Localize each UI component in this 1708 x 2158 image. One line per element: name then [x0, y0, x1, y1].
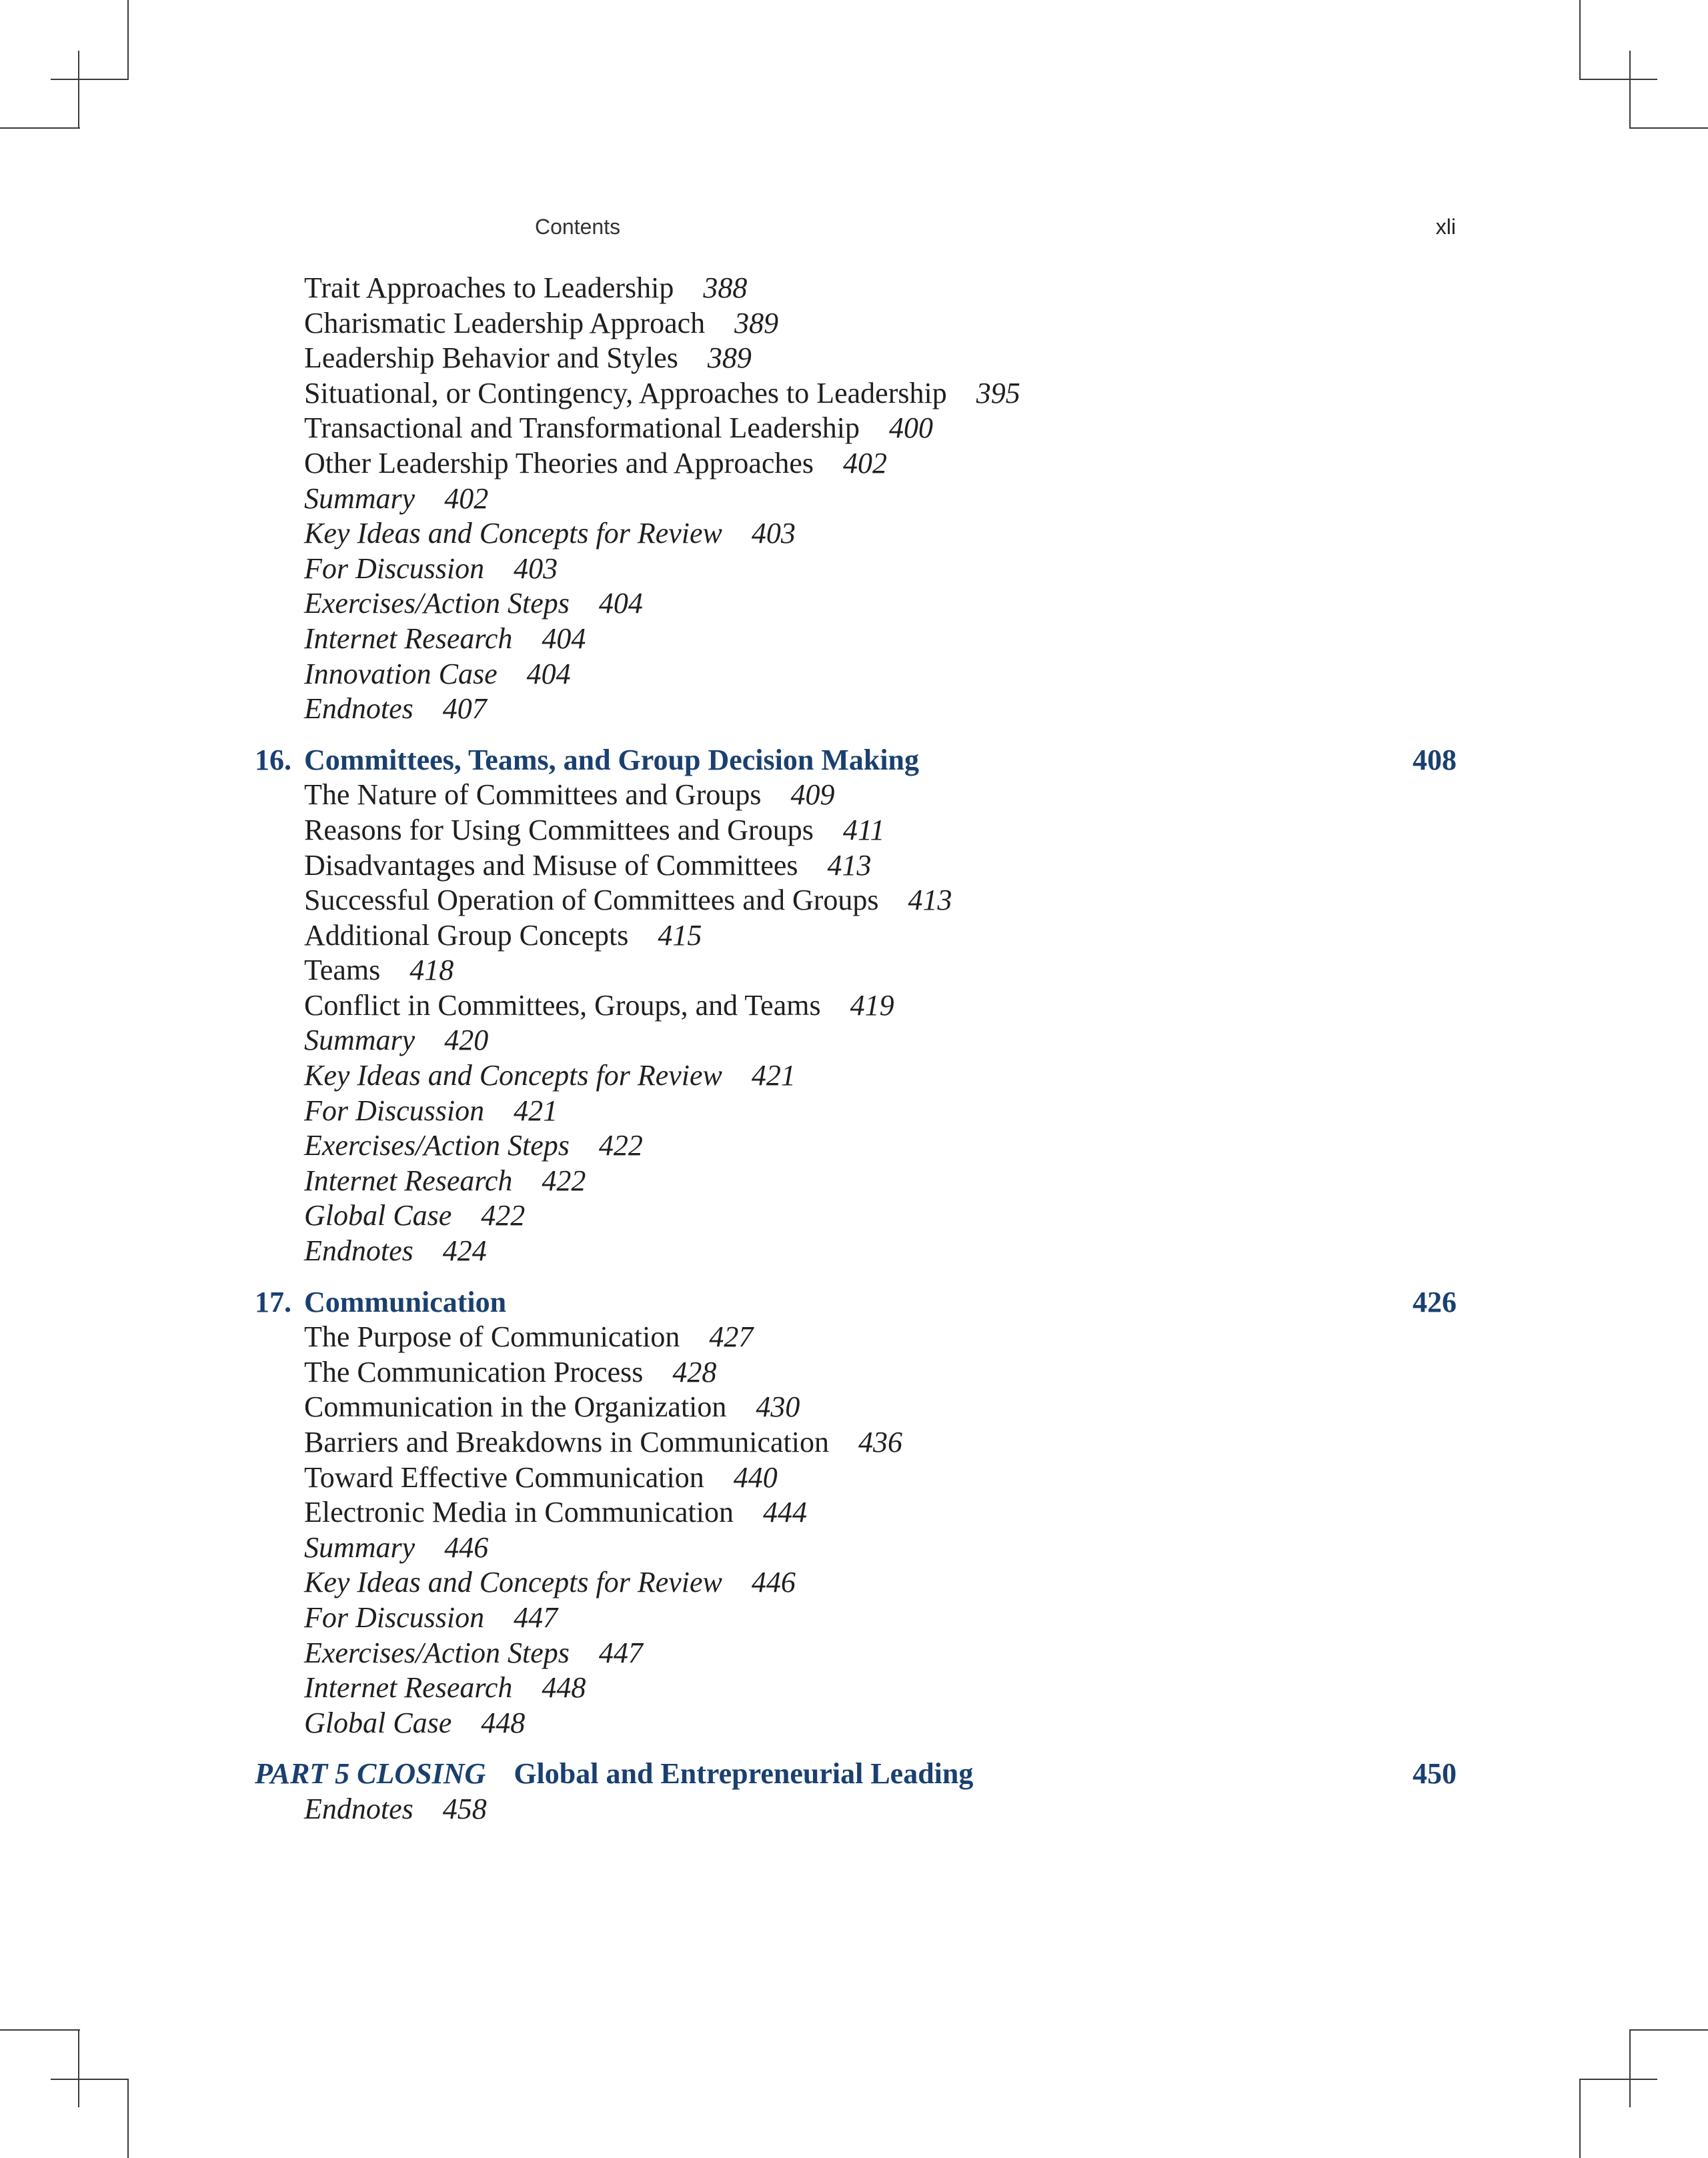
crop-mark [1579, 2079, 1581, 2158]
chapter-title: Committees, Teams, and Group Decision Making [304, 743, 920, 776]
toc-entry-page: 388 [703, 271, 748, 304]
part-entry-list [255, 1792, 1457, 1827]
toc-entry[interactable] [255, 1234, 1457, 1269]
toc-entry-title: Reasons for Using Committees and Groups [304, 813, 814, 846]
toc-entry-page: 448 [481, 1706, 526, 1739]
toc-entry-title: For Discussion [304, 552, 485, 585]
toc-entry[interactable] [255, 1671, 1457, 1706]
toc-entry[interactable] [255, 657, 1457, 692]
toc-entry-title: Disadvantages and Misuse of Committees [304, 848, 798, 882]
part-closing-title: Global and Entrepreneurial Leading [514, 1757, 974, 1791]
toc-entry-page: 424 [442, 1234, 487, 1268]
toc-entry-title: Communication in the Organization [304, 1390, 727, 1424]
toc-entry[interactable] [255, 271, 1457, 306]
toc-entry[interactable] [255, 1636, 1457, 1671]
toc-entry[interactable] [255, 411, 1457, 446]
toc-entry-page: 436 [858, 1426, 902, 1458]
toc-entry-title: For Discussion [304, 1094, 485, 1127]
crop-mark [127, 2079, 129, 2158]
toc-entry[interactable] [255, 481, 1457, 517]
toc-entry-title: Charismatic Leadership Approach [304, 306, 706, 339]
crop-mark [0, 127, 80, 129]
toc-entry-title: Conflict in Committees, Groups, and Teams [304, 988, 821, 1022]
toc-entry-page: 447 [514, 1600, 558, 1634]
toc-entry[interactable] [255, 1530, 1457, 1566]
toc-entry-page: 421 [514, 1094, 558, 1127]
toc-entry-title: Leadership Behavior and Styles [304, 341, 678, 375]
toc-entry-page: 403 [514, 552, 558, 585]
part-closing-label: PART 5 CLOSING [255, 1757, 486, 1791]
crop-mark [1629, 127, 1708, 129]
toc-entry-title: Endnotes [304, 692, 413, 726]
toc-entry-page: 403 [751, 517, 796, 550]
running-head: Contents [535, 215, 621, 239]
toc-entry-page: 404 [526, 657, 571, 690]
toc-entry[interactable] [255, 1792, 1457, 1827]
toc-entry[interactable] [255, 1164, 1457, 1199]
toc-entry-page: 427 [709, 1320, 754, 1354]
crop-mark [1629, 2029, 1708, 2031]
chapter-entry-list [255, 1320, 1457, 1741]
toc-entry-title: Other Leadership Theories and Approaches [304, 446, 814, 479]
toc-entry-page: 415 [658, 918, 702, 952]
toc-entry-page: 448 [542, 1671, 586, 1705]
toc-entry[interactable] [255, 552, 1457, 587]
toc-entry[interactable] [255, 778, 1457, 813]
toc-entry[interactable] [255, 1425, 1457, 1460]
part-closing-heading[interactable] [255, 1757, 1457, 1792]
part-closing-page: 450 [1413, 1757, 1457, 1791]
toc-entry-page: 389 [707, 341, 752, 375]
toc-entry-page: 458 [442, 1792, 487, 1825]
toc-entry-page: 421 [751, 1059, 796, 1092]
toc-entry-page: 422 [542, 1164, 586, 1197]
toc-entry-page: 420 [444, 1024, 489, 1057]
crop-mark [1579, 79, 1657, 80]
top-entry-list [255, 271, 1457, 727]
toc-entry-title: Barriers and Breakdowns in Communication [304, 1426, 829, 1458]
toc-entry-title: Summary [304, 1024, 415, 1057]
chapter-page: 408 [1413, 743, 1457, 776]
toc-entry-page: 407 [442, 692, 487, 726]
toc-entry-title: The Purpose of Communication [304, 1320, 680, 1354]
toc-entry-title: Successful Operation of Committees and Groups [304, 884, 879, 917]
toc-entry[interactable] [255, 988, 1457, 1024]
chapter-entry-list [255, 778, 1457, 1268]
toc-entry-page: 447 [598, 1636, 643, 1669]
toc-entry-page: 418 [409, 954, 454, 987]
toc-entry-page: 430 [756, 1390, 800, 1424]
toc-entry-title: Key Ideas and Concepts for Review [304, 1059, 722, 1092]
toc-entry-title: Exercises/Action Steps [304, 1129, 570, 1162]
toc-entry-page: 413 [827, 848, 872, 882]
crop-mark [78, 2029, 79, 2107]
crop-mark [0, 2029, 80, 2031]
toc-entry-page: 428 [672, 1355, 717, 1388]
toc-entry[interactable] [255, 586, 1457, 622]
toc-entry[interactable] [255, 1565, 1457, 1600]
toc-entry[interactable] [255, 341, 1457, 376]
chapter-number: 16. [255, 743, 291, 776]
crop-mark [51, 79, 129, 80]
toc-entry[interactable] [255, 1320, 1457, 1355]
toc-entry-page: 440 [733, 1460, 778, 1494]
toc-entry-title: Toward Effective Communication [304, 1460, 704, 1494]
chapter-heading[interactable] [255, 1285, 1457, 1320]
toc-entry-title: Summary [304, 481, 415, 515]
toc-entry-page: 402 [444, 481, 489, 515]
toc-entry-title: Endnotes [304, 1792, 413, 1825]
toc-entry[interactable] [255, 953, 1457, 988]
toc-entry-title: Global Case [304, 1199, 452, 1232]
toc-entry-title: For Discussion [304, 1600, 485, 1634]
toc-entry[interactable] [255, 1198, 1457, 1234]
toc-entry[interactable] [255, 1094, 1457, 1129]
toc-entry[interactable] [255, 1600, 1457, 1636]
toc-entry[interactable] [255, 1495, 1457, 1530]
toc-entry[interactable] [255, 813, 1457, 848]
toc-entry-title: Global Case [304, 1706, 452, 1739]
toc-entry-title: Key Ideas and Concepts for Review [304, 1566, 722, 1599]
toc-entry-page: 409 [790, 778, 835, 812]
toc-entry-title: The Communication Process [304, 1355, 644, 1388]
crop-mark [1579, 2079, 1657, 2080]
crop-mark [78, 51, 79, 129]
toc-entry-page: 444 [762, 1496, 807, 1529]
toc-entry-page: 446 [444, 1530, 489, 1564]
toc-entry-page: 411 [842, 813, 885, 846]
toc-entry[interactable] [255, 883, 1457, 918]
toc-entry-page: 404 [542, 622, 586, 655]
toc-entry[interactable] [255, 692, 1457, 727]
toc-entry-title: Trait Approaches to Leadership [304, 271, 674, 304]
toc-entry[interactable] [255, 1706, 1457, 1741]
toc-entry-title: The Nature of Committees and Groups [304, 778, 762, 812]
toc-entry-title: Exercises/Action Steps [304, 1636, 570, 1669]
toc-entry-title: Endnotes [304, 1234, 413, 1268]
toc-entry[interactable] [255, 918, 1457, 954]
toc-entry[interactable] [255, 446, 1457, 481]
toc-entry-title: Transactional and Transformational Leadership [304, 411, 860, 445]
crop-mark [1629, 2029, 1631, 2107]
toc-entry-title: Summary [304, 1530, 415, 1564]
toc-entry-page: 400 [889, 411, 933, 445]
toc-entry-title: Exercises/Action Steps [304, 587, 570, 620]
toc-entry-page: 404 [598, 587, 643, 620]
toc-entry[interactable] [255, 1390, 1457, 1425]
chapter-title: Communication [304, 1285, 507, 1318]
toc-entry[interactable] [255, 1058, 1457, 1094]
toc-entry-page: 422 [598, 1129, 643, 1162]
toc-entry-title: Internet Research [304, 1671, 513, 1705]
toc-entry-page: 419 [850, 988, 894, 1022]
crop-mark [127, 0, 129, 80]
chapter-heading[interactable] [255, 743, 1457, 778]
toc-entry[interactable] [255, 1355, 1457, 1390]
toc-entry-page: 422 [481, 1199, 526, 1232]
toc-entry-page: 413 [908, 884, 952, 917]
toc-entry-title: Additional Group Concepts [304, 918, 629, 952]
toc-entry[interactable] [255, 848, 1457, 884]
crop-mark [51, 2079, 129, 2080]
toc-entry-title: Internet Research [304, 622, 513, 655]
toc-entry[interactable] [255, 1460, 1457, 1496]
toc-entry-page: 395 [976, 376, 1020, 409]
toc-entry-page: 402 [843, 446, 888, 479]
toc-entry[interactable] [255, 306, 1457, 341]
crop-mark [1629, 51, 1631, 129]
crop-mark [1579, 0, 1581, 80]
page-folio: xli [1435, 215, 1456, 239]
toc-entry-title: Teams [304, 954, 381, 987]
toc-entry[interactable] [255, 622, 1457, 657]
toc-entry-page: 389 [734, 306, 779, 339]
toc-entry-title: Key Ideas and Concepts for Review [304, 517, 722, 550]
chapter-page: 426 [1413, 1285, 1457, 1318]
toc-entry-title: Electronic Media in Communication [304, 1496, 734, 1529]
toc-entry[interactable] [255, 516, 1457, 552]
table-of-contents [255, 271, 1457, 1827]
toc-entry-title: Innovation Case [304, 657, 498, 690]
toc-entry-title: Internet Research [304, 1164, 513, 1197]
chapter-number: 17. [255, 1285, 291, 1318]
toc-entry-title: Situational, or Contingency, Approaches to Leadership [304, 376, 947, 409]
toc-entry-page: 446 [751, 1566, 796, 1599]
toc-entry[interactable] [255, 1023, 1457, 1058]
toc-entry[interactable] [255, 1128, 1457, 1164]
toc-entry[interactable] [255, 376, 1457, 411]
